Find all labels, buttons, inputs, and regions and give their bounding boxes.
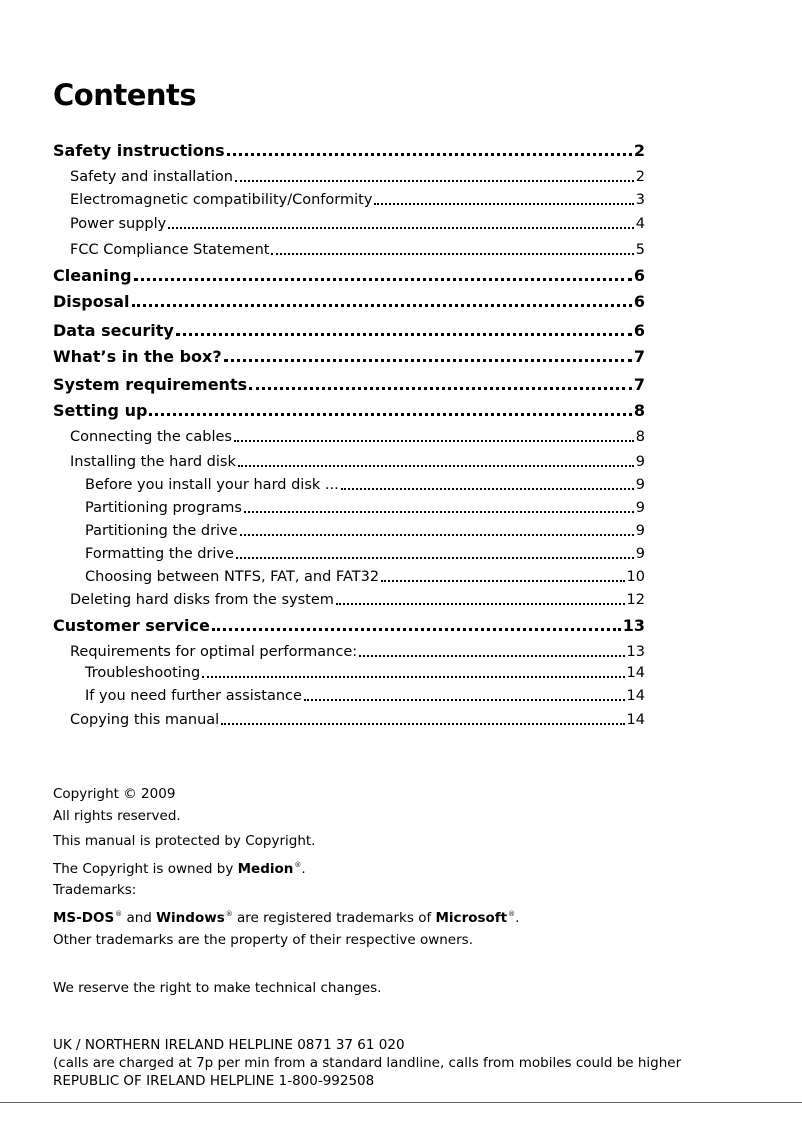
toc-dot-leader (240, 534, 634, 536)
toc-entry-page: 3 (635, 192, 645, 208)
helpline-info (53, 1036, 681, 1090)
owner-line (53, 857, 306, 878)
toc-entry-page: 9 (635, 546, 645, 562)
toc-entry[interactable] (70, 708, 645, 730)
toc-entry[interactable] (70, 212, 645, 234)
toc-entry-page: 2 (633, 141, 645, 160)
call-charges: (calls are charged at 7p per min from a standard landline, calls from mobiles could be higher (53, 1055, 682, 1071)
toc-entry-page: 12 (626, 592, 645, 608)
toc-dot-leader (235, 180, 634, 182)
toc-entry-label: Cleaning (53, 266, 132, 285)
toc-dot-leader (134, 278, 632, 281)
toc-entry[interactable] (70, 425, 645, 447)
registered-mark: ® (115, 910, 123, 918)
toc-entry-label: Safety and installation (70, 169, 233, 185)
toc-entry-label: Disposal (53, 292, 130, 311)
toc-dot-leader (304, 699, 625, 701)
toc-entry-page: 13 (626, 644, 645, 660)
toc-entry-label: Customer service (53, 616, 210, 635)
period: . (301, 861, 306, 877)
toc-entry-page: 6 (633, 292, 645, 311)
windows-brand: Windows (156, 910, 225, 926)
toc-entry-label: Before you install your hard disk ... (85, 477, 339, 493)
toc-entry-label: Safety instructions (53, 141, 225, 160)
toc-dot-leader (336, 603, 625, 605)
toc-entry[interactable] (85, 661, 645, 683)
period: . (515, 910, 520, 926)
toc-entry-label: Setting up (53, 401, 148, 420)
toc-dot-leader (249, 387, 632, 390)
toc-entry-page: 9 (635, 454, 645, 470)
toc-dot-leader (238, 465, 634, 467)
toc-entry[interactable] (70, 588, 645, 610)
toc-entry-page: 14 (626, 688, 645, 704)
copyright-line: Copyright © 2009 (53, 786, 176, 802)
toc-entry-label: Copying this manual (70, 712, 220, 728)
rights-line: All rights reserved. (53, 808, 181, 824)
medion-brand: Medion (237, 861, 294, 877)
toc-entry-label: Partitioning the drive (85, 523, 238, 539)
toc-dot-leader (202, 676, 624, 678)
toc-entry-label: Choosing between NTFS, FAT, and FAT32 (85, 569, 380, 585)
toc-entry[interactable] (85, 542, 645, 564)
technical-changes-line: We reserve the right to make technical changes. (53, 980, 382, 996)
toc-entry-label: System requirements (53, 375, 248, 394)
ireland-helpline: REPUBLIC OF IRELAND HELPLINE 1-800-992508 (53, 1073, 375, 1089)
toc-entry-page: 9 (635, 500, 645, 516)
registered-of-text: are registered trademarks of (232, 910, 436, 926)
toc-dot-leader (234, 440, 634, 442)
toc-dot-leader (271, 253, 633, 255)
toc-dot-leader (149, 413, 631, 416)
toc-entry-page: 14 (626, 712, 645, 728)
toc-entry[interactable] (53, 345, 645, 367)
toc-entry-label: Power supply (70, 216, 167, 232)
toc-entry[interactable] (70, 450, 645, 472)
toc-entry[interactable] (85, 565, 645, 587)
toc-entry-label: If you need further assistance (85, 688, 302, 704)
toc-entry-page: 8 (635, 429, 645, 445)
toc-dot-leader (359, 655, 624, 657)
toc-entry-page: 6 (633, 266, 645, 285)
toc-entry-label: Requirements for optimal performance: (70, 644, 358, 660)
toc-entry-page: 9 (635, 523, 645, 539)
page-title: Contents (53, 78, 197, 112)
toc-entry[interactable] (53, 290, 645, 312)
trademarks-heading: Trademarks: (53, 882, 137, 898)
toc-entry-label: Formatting the drive (85, 546, 234, 562)
and-text: and (122, 910, 157, 926)
toc-entry-label: Data security (53, 321, 174, 340)
toc-entry-label: Deleting hard disks from the system (70, 592, 334, 608)
toc-entry[interactable] (85, 496, 645, 518)
msdos-brand: MS-DOS (53, 910, 115, 926)
toc-entry[interactable] (70, 640, 645, 662)
toc-entry-page: 4 (635, 216, 645, 232)
toc-dot-leader (224, 359, 632, 362)
toc-entry-label: Troubleshooting (85, 665, 201, 681)
toc-dot-leader (244, 511, 634, 513)
toc-entry[interactable] (53, 139, 645, 161)
toc-dot-leader (212, 628, 621, 631)
toc-entry-page: 7 (633, 347, 645, 366)
toc-dot-leader (176, 333, 632, 336)
toc-entry-label: Partitioning programs (85, 500, 242, 516)
toc-entry[interactable] (85, 473, 645, 495)
toc-dot-leader (221, 723, 624, 725)
toc-entry-label: FCC Compliance Statement (70, 242, 270, 258)
trademarks-line (53, 906, 519, 927)
other-trademarks-line: Other trademarks are the property of their respective owners. (53, 932, 473, 948)
toc-entry-label: Installing the hard disk (70, 454, 236, 470)
protected-line: This manual is protected by Copyright. (53, 833, 316, 849)
toc-dot-leader (341, 488, 634, 490)
toc-dot-leader (374, 203, 633, 205)
toc-entry-page: 7 (633, 375, 645, 394)
toc-entry-label: Electromagnetic compatibility/Conformity (70, 192, 373, 208)
registered-mark: ® (225, 910, 233, 918)
toc-dot-leader (132, 304, 632, 307)
toc-entry[interactable] (70, 238, 645, 260)
toc-entry-label: Connecting the cables (70, 429, 232, 445)
toc-entry[interactable] (53, 399, 645, 421)
toc-entry[interactable] (53, 264, 645, 286)
toc-entry-page: 13 (622, 616, 645, 635)
toc-entry-label: What’s in the box? (53, 347, 222, 366)
owned-prefix: The Copyright is owned by (53, 861, 238, 877)
toc-entry-page: 9 (635, 477, 645, 493)
toc-dot-leader (168, 227, 634, 229)
uk-helpline: UK / NORTHERN IRELAND HELPLINE 0871 37 61 020 (53, 1037, 405, 1053)
toc-entry[interactable] (85, 519, 645, 541)
toc-entry[interactable] (70, 165, 645, 187)
toc-dot-leader (381, 580, 625, 582)
toc-entry[interactable] (53, 614, 645, 636)
bottom-divider (0, 1102, 802, 1103)
toc-entry-page: 2 (635, 169, 645, 185)
toc-entry-page: 5 (635, 242, 645, 258)
microsoft-brand: Microsoft (435, 910, 508, 926)
toc-entry[interactable] (70, 188, 645, 210)
toc-entry[interactable] (53, 373, 645, 395)
toc-entry-page: 14 (626, 665, 645, 681)
toc-entry-page: 10 (626, 569, 645, 585)
toc-entry[interactable] (85, 684, 645, 706)
toc-entry-page: 6 (633, 321, 645, 340)
toc-entry[interactable] (53, 319, 645, 341)
registered-mark: ® (508, 910, 516, 918)
toc-dot-leader (227, 153, 632, 156)
toc-dot-leader (236, 557, 634, 559)
registered-mark: ® (294, 861, 302, 869)
toc-entry-page: 8 (633, 401, 645, 420)
